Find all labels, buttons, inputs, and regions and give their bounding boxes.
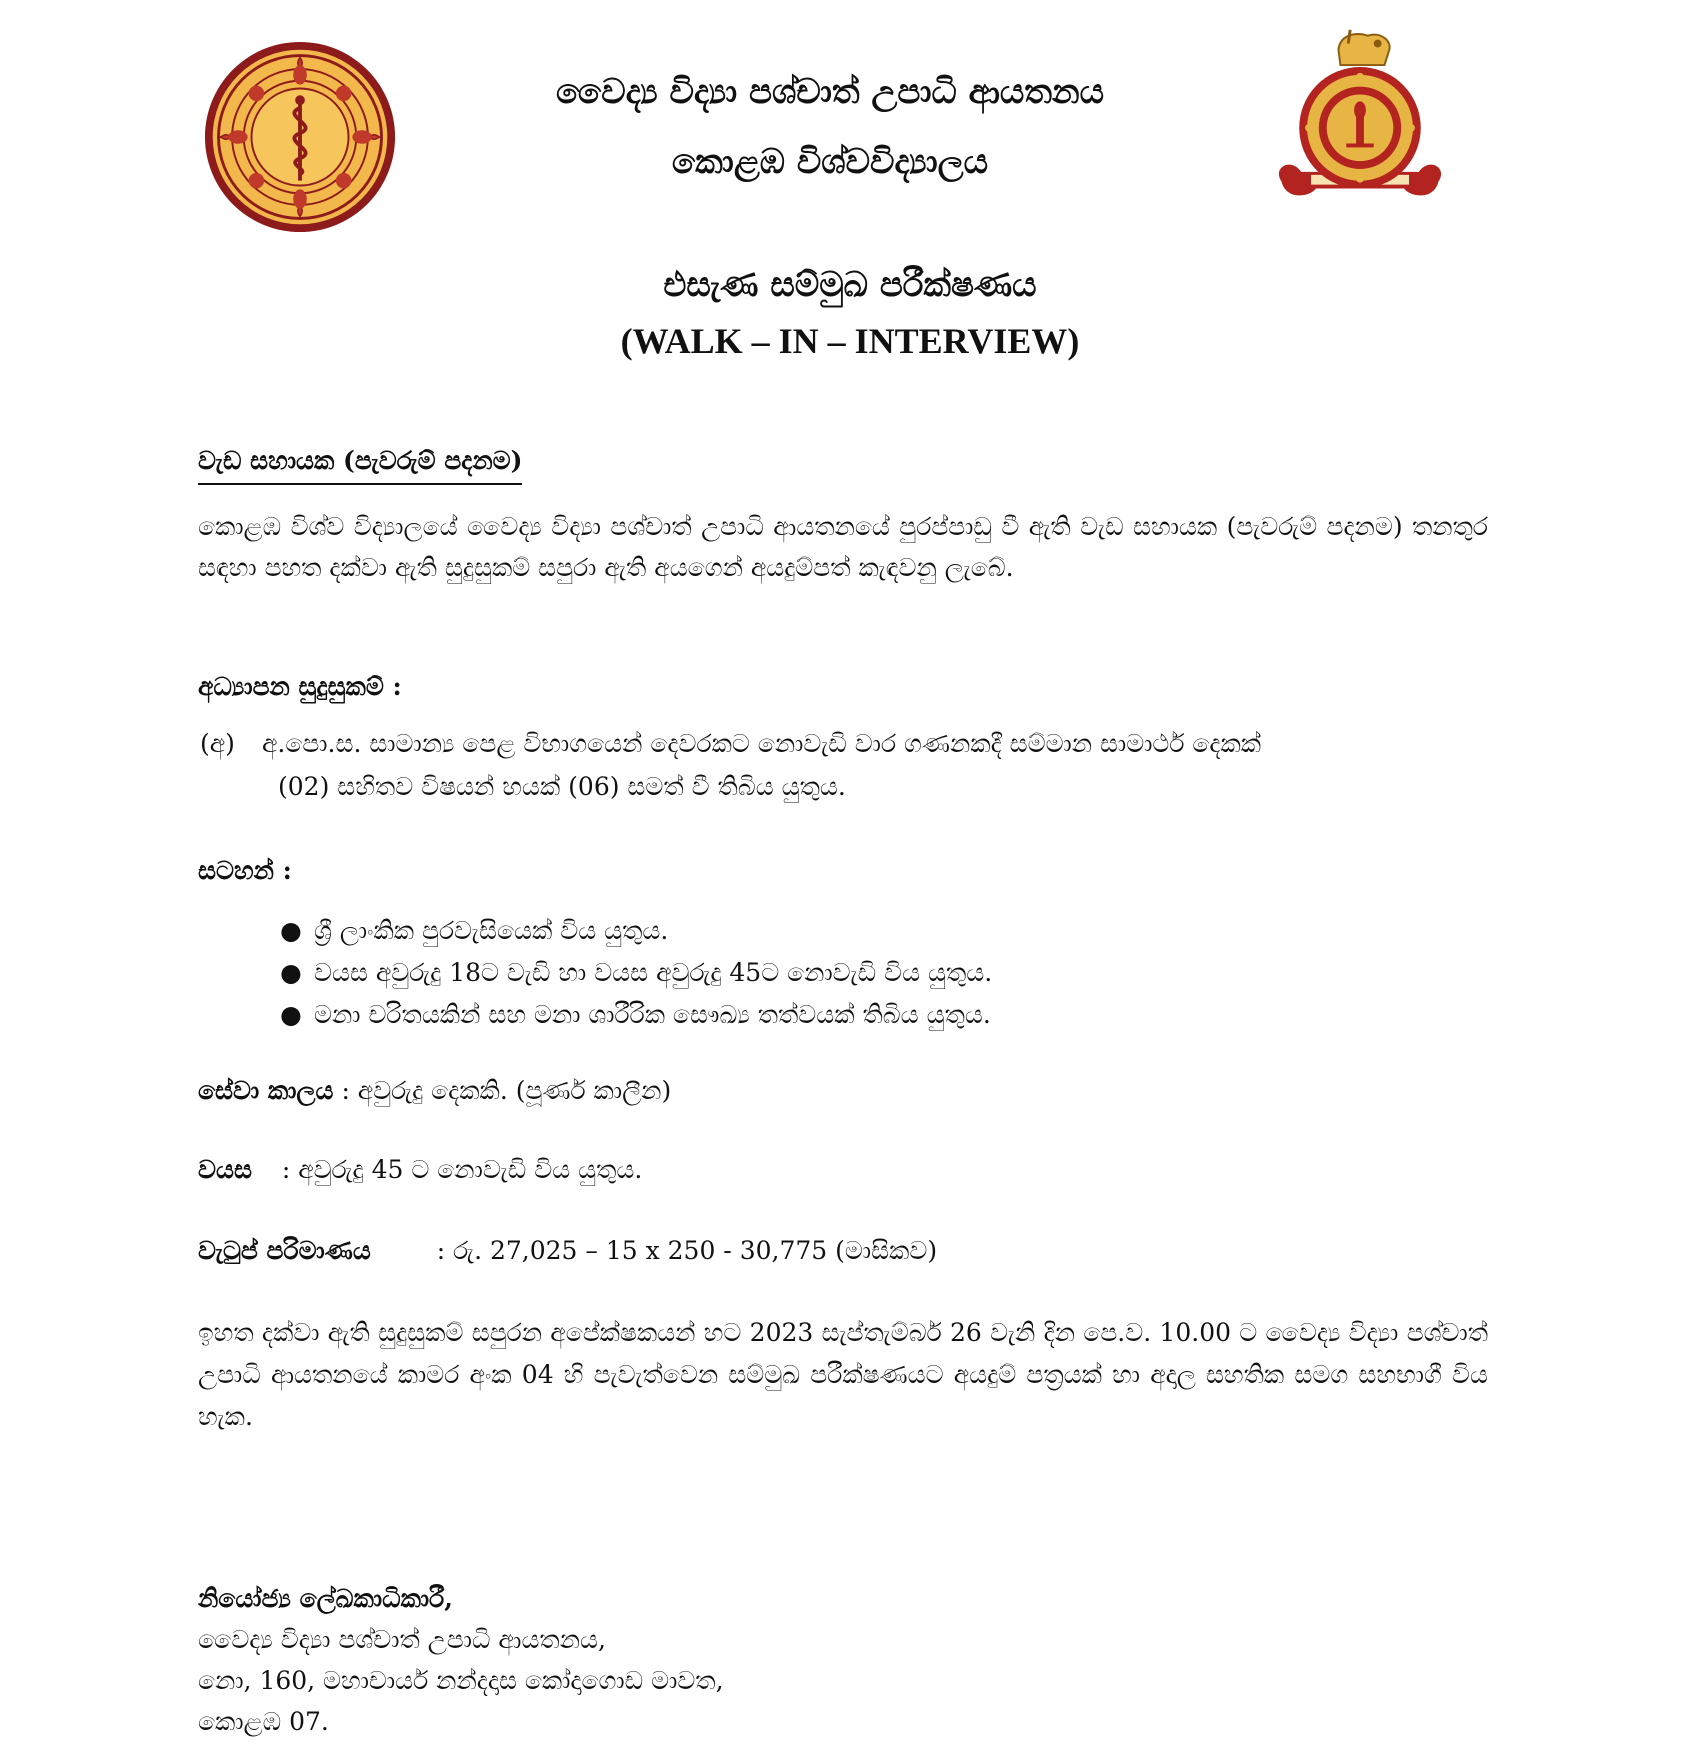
bullet-icon: ● — [280, 1000, 302, 1029]
institute-name: වෛද්‍ය විද්‍යා පශ්චාත් උපාධි ආයතනය — [555, 72, 1105, 112]
address-line-1: වෛද්‍ය විද්‍යා පශ්චාත් උපාධි ආයතනය, — [198, 1625, 606, 1654]
notes-list — [280, 910, 993, 1036]
list-item: ● මනා චරිතයකින් සහ මනා ශාරීරික සෞඛ්‍ය තත්වයක් තිබිය යුතුය. — [300, 994, 992, 1036]
list-item: ● වයස අවුරුදු 18ට වැඩි හා වයස අවුරුදු 45ට නොවැඩි විය යුතුය. — [300, 952, 992, 994]
address-line-2: නො, 160, මහාචාර්ය නන්දදාස කෝදාගොඩ මාවත, — [198, 1666, 724, 1695]
list-item: ● ශ්‍රී ලාංකික පුරවැසියෙක් විය යුතුය. — [300, 910, 992, 952]
bullet-icon: ● — [280, 916, 302, 945]
document-title-english: (WALK – IN – INTERVIEW) — [620, 321, 1080, 361]
intro-paragraph: කොළඹ විශ්ව විද්‍යාලයේ වෛද්‍ය විද්‍යා පශ්චාත් උපාධි ආයතනයේ පුරප්පාඩු වී ඇති වැඩ සහායක (පැවරුම් පදනම) තනතුර සඳහා පහත දක්වා ඇති සුදුසුකම් සපුරා ඇති අයගෙන් අයදුම්පත් කැඳවනු ලැබේ. — [198, 512, 1488, 582]
university-crest-logo — [1262, 20, 1458, 216]
closing-paragraph: ඉහත දක්වා ඇති සුදුසුකම් සපුරන අපේක්ෂකයන් හට 2023 සැප්තැම්බර් 26 වැනි දින පෙ.ව. 10.00 ට වෛද්‍ය විද්‍යා පශ්චාත් උපාධි ආයතනයේ කාමර අංක 04 හි පැවැත්වෙන සම්මුඛ පරීක්ෂණයට අයදුම් පත්‍රයක් හා අදාල සහතික සමග සහභාගී විය හැක. — [198, 1318, 1488, 1431]
service-label: සේවා කාලය — [198, 1076, 334, 1105]
address-line-3: කොළඹ 07. — [198, 1707, 329, 1736]
notes-heading: සටහන් : — [198, 856, 292, 885]
salary-scale — [198, 1230, 1488, 1271]
bullet-icon: ● — [280, 958, 302, 987]
document-title: එසැණ සම්මුඛ පරීක්ෂණය — [663, 265, 1037, 305]
signatory-title: නියෝජ්‍ය ලේඛකාධිකාරී, — [198, 1584, 453, 1613]
age-value: : අවුරුදු 45 ට නොවැඩි විය යුතුය. — [281, 1155, 643, 1184]
salary-value: : රු. 27,025 – 15 x 250 - 30,775 (මාසිකව) — [436, 1236, 938, 1265]
education-line-2: (02) සහිතව විෂයන් හයක් (06) සමත් වී තිබිය යුතුය. — [278, 772, 846, 801]
list-marker: (අ) — [200, 729, 235, 758]
age-label: වයස — [198, 1155, 252, 1184]
education-line-1: අ.පො.ස. සාමාන්‍ය පෙළ විභාගයෙන් දෙවරකට නොවැඩි වාර ගණනකදී සම්මාන සාමාර්ථ දෙකක් — [262, 729, 1262, 758]
university-name: කොළඹ විශ්වවිද්‍යාලය — [671, 142, 989, 182]
age-requirement — [198, 1149, 1488, 1190]
education-requirement — [200, 722, 1490, 808]
salary-label: වැටුප් පරිමාණය — [198, 1236, 371, 1265]
service-period — [198, 1070, 1488, 1111]
service-value: : අවුරුදු දෙකකි. (පූර්ණ කාලීන) — [341, 1076, 672, 1105]
signature-block — [198, 1578, 724, 1742]
post-title: වැඩ සහායක (පැවරුම් පදනම) — [198, 440, 522, 485]
pgim-logo — [203, 40, 397, 234]
education-heading: අධ්‍යාපන සුදුසුකම් : — [198, 672, 402, 701]
